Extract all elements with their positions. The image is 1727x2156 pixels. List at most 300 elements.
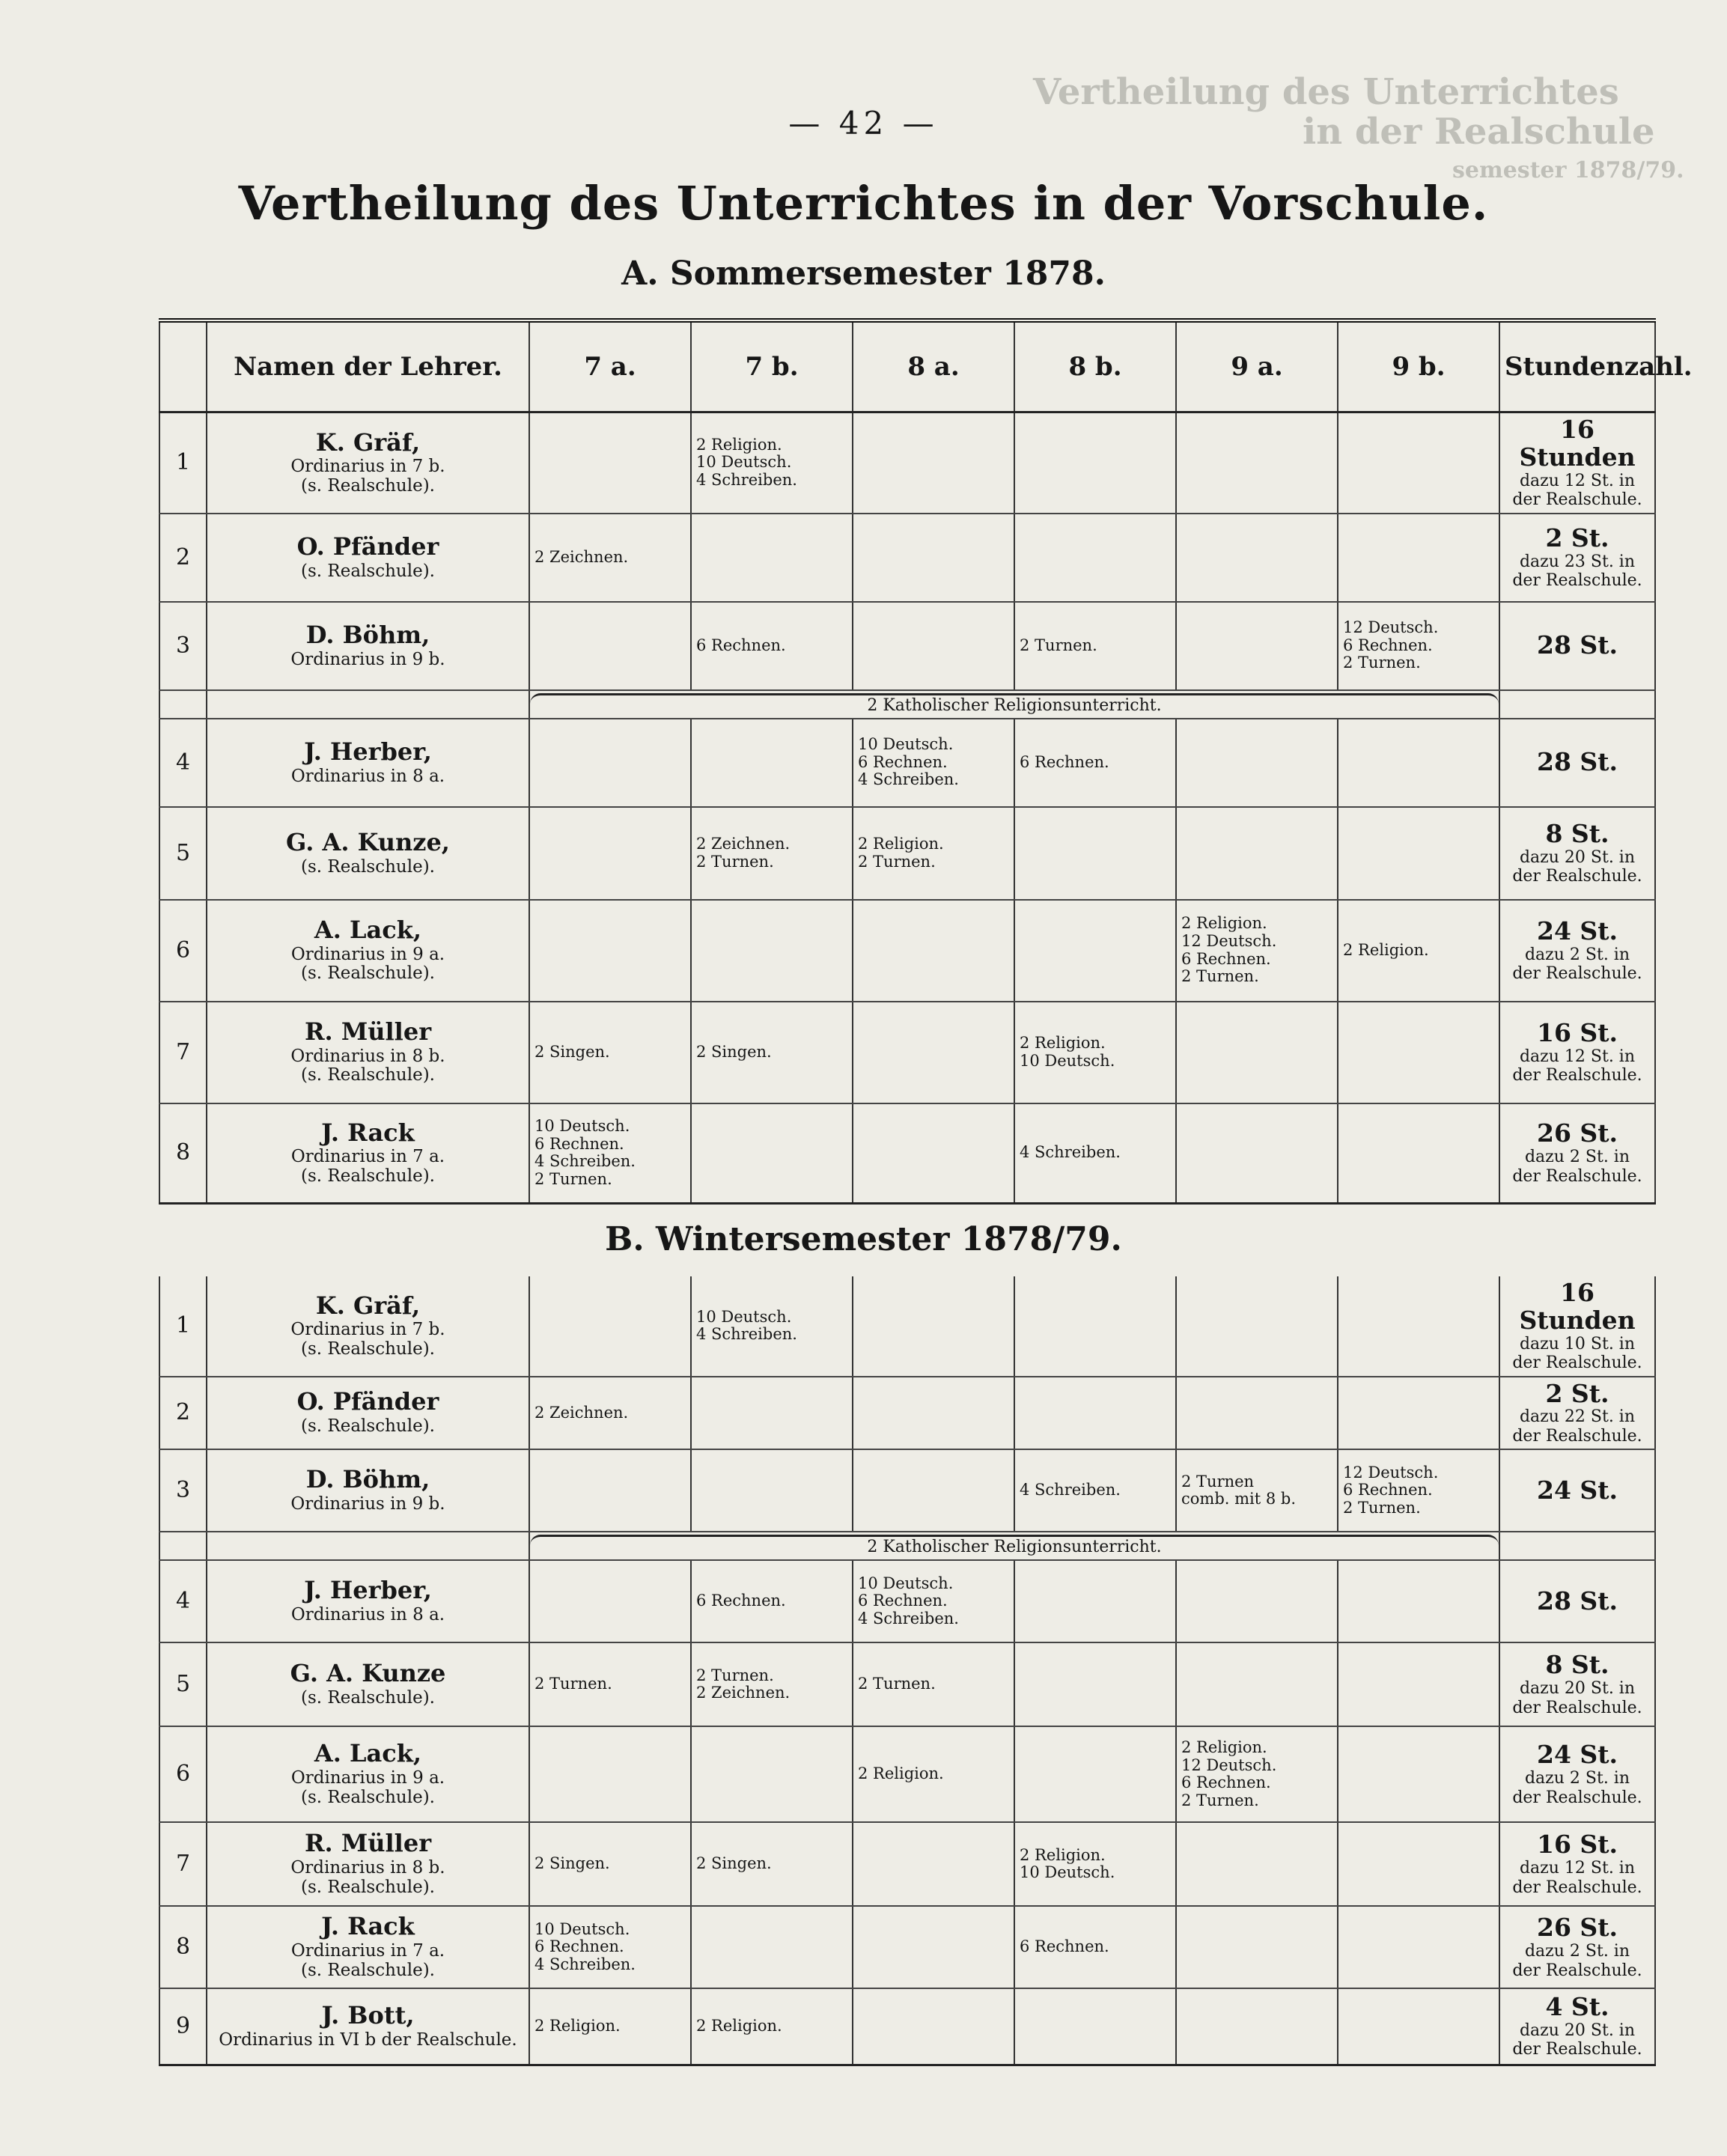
lesson-entry: 4 Schreiben. — [696, 471, 797, 489]
teacher-note: (s. Realschule). — [301, 1688, 435, 1708]
lesson-entry: 2 Religion. — [858, 834, 944, 853]
lesson-entry: 4 Schreiben. — [534, 1152, 636, 1171]
teacher-note: Ordinarius in 8 b. — [290, 1046, 445, 1066]
teacher-cell — [207, 1560, 529, 1642]
row-number: 8 — [159, 1103, 207, 1204]
hours-note: dazu 20 St. in — [1519, 847, 1636, 867]
hours-total-cell — [1499, 1642, 1655, 1726]
lesson-entry: 4 Schreiben. — [1020, 1481, 1121, 1499]
lesson-entry: 2 Turnen. — [534, 1169, 612, 1188]
lesson-cell-9a — [1176, 1449, 1338, 1532]
table-row — [159, 1822, 1655, 1906]
lesson-entry: 10 Deutsch. — [1020, 1863, 1115, 1882]
lesson-cell-7b — [691, 1377, 853, 1450]
row-number: 2 — [159, 1377, 207, 1450]
lesson-cell-9a — [1176, 1822, 1338, 1906]
col-index-header — [159, 320, 207, 412]
lesson-cell-8b — [1014, 602, 1176, 690]
lesson-cell-9a — [1176, 1560, 1338, 1642]
catholic-note-cell — [529, 1532, 1499, 1560]
lesson-cell-8a — [853, 1002, 1014, 1103]
lesson-entry: 6 Rechnen. — [858, 1592, 948, 1610]
lesson-cell-7b — [691, 1002, 853, 1103]
hours-note: der Realschule. — [1512, 2040, 1642, 2059]
bleed-through-right-heading: in der Realschule — [1303, 111, 1655, 153]
teacher-note: (s. Realschule). — [301, 1877, 435, 1897]
lesson-cell-8a — [853, 602, 1014, 690]
hours-total-cell — [1499, 412, 1655, 514]
lesson-cell-9b — [1338, 900, 1499, 1002]
teacher-name: J. Rack — [321, 1118, 415, 1147]
table-row — [159, 1449, 1655, 1532]
col-9b-header: 9 b. — [1338, 320, 1499, 412]
lesson-cell-7b — [691, 514, 853, 602]
hours-note: dazu 20 St. in — [1519, 1679, 1636, 1699]
col-8b-header: 8 b. — [1014, 320, 1176, 412]
col-7a-header: 7 a. — [529, 320, 691, 412]
lesson-cell-8a — [853, 514, 1014, 602]
lesson-cell-7a — [529, 1276, 691, 1377]
hours-note: dazu 2 St. in — [1524, 1769, 1630, 1788]
page-number: — 42 — — [788, 105, 939, 141]
hours-total: 16 St. — [1537, 1830, 1618, 1860]
table-row — [159, 900, 1655, 1002]
lesson-cell-9a — [1176, 1276, 1338, 1377]
note-spacer — [1499, 1532, 1655, 1560]
lesson-entry: 6 Rechnen. — [1181, 1773, 1271, 1792]
hours-total: 8 St. — [1545, 818, 1609, 848]
lesson-cell-8a — [853, 719, 1014, 807]
teacher-cell — [207, 1103, 529, 1204]
lesson-entry: 4 Schreiben. — [1020, 1143, 1121, 1162]
lesson-cell-7a — [529, 900, 691, 1002]
table-row — [159, 1276, 1655, 1377]
summer-semester-title: A. Sommersemester 1878. — [621, 255, 1106, 293]
table-row — [159, 1906, 1655, 1988]
lesson-cell-8a — [853, 1449, 1014, 1532]
lesson-cell-7b — [691, 1642, 853, 1726]
note-spacer — [207, 1532, 529, 1560]
teacher-cell — [207, 1988, 529, 2065]
teacher-name: J. Bott, — [321, 2001, 415, 2029]
lesson-cell-9b — [1338, 1449, 1499, 1532]
hours-total-cell — [1499, 1906, 1655, 1988]
teacher-cell — [207, 719, 529, 807]
teacher-cell — [207, 1642, 529, 1726]
table-row — [159, 1103, 1655, 1204]
teacher-note: Ordinarius in 9 b. — [290, 649, 445, 669]
lesson-cell-8b — [1014, 412, 1176, 514]
hours-total: 24 St. — [1537, 1475, 1618, 1505]
lesson-cell-7b — [691, 1276, 853, 1377]
lesson-cell-7a — [529, 1103, 691, 1204]
catholic-note-row — [159, 690, 1655, 719]
hours-total: 16 Stunden — [1519, 415, 1636, 472]
table-row — [159, 1560, 1655, 1642]
teacher-name: K. Gräf, — [315, 427, 421, 457]
teacher-name: G. A. Kunze — [290, 1659, 446, 1688]
table-row — [159, 412, 1655, 514]
lesson-entry: comb. mit 8 b. — [1181, 1490, 1297, 1508]
lesson-cell-7a — [529, 1002, 691, 1103]
lesson-entry: 12 Deutsch. — [1343, 1463, 1439, 1482]
row-number: 5 — [159, 807, 207, 900]
lesson-entry: 2 Turnen. — [534, 1675, 612, 1693]
hours-note: der Realschule. — [1512, 1353, 1642, 1373]
teacher-cell — [207, 1726, 529, 1822]
hours-note: dazu 12 St. in — [1519, 1047, 1636, 1066]
lesson-cell-9a — [1176, 1103, 1338, 1204]
lesson-entry: 6 Rechnen. — [1181, 949, 1271, 968]
lesson-cell-9b — [1338, 1103, 1499, 1204]
teacher-note: (s. Realschule). — [301, 856, 435, 877]
lesson-cell-9b — [1338, 1276, 1499, 1377]
note-spacer — [207, 690, 529, 719]
lesson-entry: 2 Religion. — [1343, 940, 1429, 959]
table-row — [159, 1726, 1655, 1822]
teacher-note: (s. Realschule). — [301, 963, 435, 984]
lesson-cell-7b — [691, 1103, 853, 1204]
lesson-cell-9a — [1176, 807, 1338, 900]
lesson-cell-9b — [1338, 807, 1499, 900]
table-row — [159, 719, 1655, 807]
col-8a-header: 8 a. — [853, 320, 1014, 412]
lesson-cell-9b — [1338, 1377, 1499, 1450]
hours-total: 28 St. — [1537, 630, 1618, 660]
teacher-cell — [207, 514, 529, 602]
lesson-entry: 6 Rechnen. — [1020, 752, 1109, 771]
lesson-cell-7a — [529, 1560, 691, 1642]
hours-note: dazu 10 St. in — [1519, 1334, 1636, 1353]
lesson-cell-8b — [1014, 1822, 1176, 1906]
teacher-name: R. Müller — [304, 1017, 432, 1046]
row-number: 8 — [159, 1906, 207, 1988]
hours-note: dazu 2 St. in — [1524, 945, 1630, 964]
lesson-entry: 2 Religion. — [1020, 1845, 1106, 1864]
lesson-cell-8a — [853, 1822, 1014, 1906]
row-number: 9 — [159, 1988, 207, 2065]
lesson-cell-8a — [853, 1276, 1014, 1377]
note-spacer — [159, 690, 207, 719]
lesson-cell-8b — [1014, 719, 1176, 807]
lesson-entry: 2 Religion. — [1020, 1033, 1106, 1052]
hours-note: der Realschule. — [1512, 1878, 1642, 1897]
lesson-cell-9a — [1176, 719, 1338, 807]
row-number: 4 — [159, 1560, 207, 1642]
lesson-cell-9b — [1338, 719, 1499, 807]
row-number: 2 — [159, 514, 207, 602]
row-number: 3 — [159, 602, 207, 690]
lesson-cell-9a — [1176, 602, 1338, 690]
catholic-note-row — [159, 1532, 1655, 1560]
lesson-cell-8b — [1014, 1276, 1176, 1377]
row-number: 1 — [159, 1276, 207, 1377]
hours-total: 2 St. — [1545, 1378, 1609, 1408]
hours-total-cell — [1499, 1726, 1655, 1822]
teacher-cell — [207, 412, 529, 514]
lesson-cell-9b — [1338, 1988, 1499, 2065]
lesson-entry: 6 Rechnen. — [858, 752, 948, 771]
row-number: 5 — [159, 1642, 207, 1726]
lesson-entry: 6 Rechnen. — [696, 1592, 786, 1610]
lesson-cell-8a — [853, 1988, 1014, 2065]
lesson-cell-7a — [529, 1726, 691, 1822]
lesson-cell-9b — [1338, 602, 1499, 690]
lesson-cell-8a — [853, 412, 1014, 514]
hours-note: dazu 12 St. in — [1519, 471, 1636, 490]
lesson-cell-7b — [691, 602, 853, 690]
lesson-cell-7a — [529, 514, 691, 602]
hours-total: 24 St. — [1537, 1740, 1618, 1770]
hours-total-cell — [1499, 1002, 1655, 1103]
note-spacer — [1499, 690, 1655, 719]
lesson-entry: 4 Schreiben. — [534, 1955, 636, 1973]
row-number: 6 — [159, 900, 207, 1002]
lesson-cell-7b — [691, 1449, 853, 1532]
lesson-entry: 2 Singen. — [534, 1042, 610, 1061]
table-row — [159, 514, 1655, 602]
teacher-name: J. Herber, — [304, 737, 432, 766]
lesson-cell-9b — [1338, 1822, 1499, 1906]
hours-note: der Realschule. — [1512, 963, 1642, 983]
lesson-entry: 2 Religion. — [1181, 914, 1267, 933]
teacher-note: Ordinarius in 9 b. — [290, 1494, 445, 1514]
lesson-cell-7a — [529, 1822, 691, 1906]
lesson-entry: 2 Turnen. — [1343, 1498, 1421, 1517]
lesson-entry: 10 Deutsch. — [858, 735, 954, 754]
lesson-cell-8b — [1014, 514, 1176, 602]
hours-total: 26 St. — [1537, 1118, 1618, 1148]
lesson-entry: 12 Deutsch. — [1343, 618, 1439, 637]
lesson-cell-7b — [691, 412, 853, 514]
lesson-cell-7a — [529, 1642, 691, 1726]
teacher-note: Ordinarius in 8 a. — [290, 766, 445, 786]
note-spacer — [159, 1532, 207, 1560]
lesson-entry: 6 Rechnen. — [1343, 1481, 1433, 1499]
lesson-entry: 2 Turnen. — [1181, 967, 1259, 986]
lesson-entry: 6 Rechnen. — [696, 636, 786, 654]
table-row — [159, 807, 1655, 900]
summer-header-row — [159, 320, 1655, 412]
hours-note: der Realschule. — [1512, 1166, 1642, 1186]
lesson-entry: 2 Religion. — [534, 2017, 621, 2035]
lesson-cell-8b — [1014, 1377, 1176, 1450]
hours-total-cell — [1499, 719, 1655, 807]
lesson-entry: 2 Turnen. — [858, 852, 936, 871]
hours-total-cell — [1499, 1103, 1655, 1204]
teacher-name: A. Lack, — [314, 1739, 422, 1768]
teacher-note: (s. Realschule). — [301, 561, 435, 581]
lesson-cell-9b — [1338, 1906, 1499, 1988]
lesson-cell-7a — [529, 1988, 691, 2065]
lesson-entry: 2 Religion. — [696, 2017, 782, 2035]
lesson-entry: 4 Schreiben. — [858, 770, 959, 789]
hours-total-cell — [1499, 807, 1655, 900]
hours-note: der Realschule. — [1512, 1788, 1642, 1807]
lesson-cell-8b — [1014, 900, 1176, 1002]
teacher-cell — [207, 900, 529, 1002]
teacher-cell — [207, 1002, 529, 1103]
hours-total: 8 St. — [1545, 1650, 1609, 1680]
teacher-name: O. Pfänder — [296, 1387, 439, 1416]
teacher-name: D. Böhm, — [305, 620, 430, 649]
hours-total-cell — [1499, 1988, 1655, 2065]
teacher-name: A. Lack, — [314, 915, 422, 944]
teacher-note: Ordinarius in 8 a. — [290, 1605, 445, 1625]
teacher-note: (s. Realschule). — [301, 1065, 435, 1085]
teacher-note: Ordinarius in VI b der Realschule. — [219, 2029, 517, 2050]
teacher-cell — [207, 1276, 529, 1377]
teacher-note: (s. Realschule). — [301, 1960, 435, 1980]
lesson-cell-9a — [1176, 1642, 1338, 1726]
lesson-cell-8a — [853, 1906, 1014, 1988]
teacher-cell — [207, 1822, 529, 1906]
page-title: Vertheilung des Unterrichtes in der Vorschule. — [238, 176, 1489, 231]
hours-note: der Realschule. — [1512, 1065, 1642, 1085]
lesson-cell-9a — [1176, 1906, 1338, 1988]
teacher-note: (s. Realschule). — [301, 1166, 435, 1187]
lesson-cell-7a — [529, 412, 691, 514]
catholic-note-cell — [529, 690, 1499, 719]
hours-total-cell — [1499, 602, 1655, 690]
catholic-religion-note: 2 Katholischer Religionsunterricht. — [530, 693, 1499, 716]
lesson-cell-8b — [1014, 807, 1176, 900]
lesson-entry: 2 Turnen. — [858, 1675, 936, 1693]
table-row — [159, 1988, 1655, 2065]
lesson-entry: 10 Deutsch. — [696, 1307, 792, 1326]
hours-note: der Realschule. — [1512, 570, 1642, 590]
lesson-cell-8b — [1014, 1642, 1176, 1726]
teacher-note: Ordinarius in 9 a. — [290, 1768, 445, 1788]
lesson-entry: 6 Rechnen. — [534, 1937, 624, 1956]
winter-schedule-table — [159, 1276, 1656, 2066]
lesson-entry: 6 Rechnen. — [1020, 1937, 1109, 1956]
lesson-cell-7a — [529, 602, 691, 690]
lesson-entry: 2 Singen. — [534, 1854, 610, 1873]
hours-total-cell — [1499, 1449, 1655, 1532]
teacher-note: (s. Realschule). — [301, 1787, 435, 1807]
lesson-cell-7b — [691, 900, 853, 1002]
lesson-entry: 6 Rechnen. — [1343, 636, 1433, 654]
lesson-entry: 2 Turnen. — [1181, 1791, 1259, 1809]
lesson-entry: 2 Religion. — [696, 435, 782, 454]
lesson-cell-8a — [853, 1103, 1014, 1204]
catholic-religion-note: 2 Katholischer Religionsunterricht. — [530, 1535, 1499, 1557]
hours-note: der Realschule. — [1512, 1698, 1642, 1717]
teacher-note: (s. Realschule). — [301, 1339, 435, 1359]
lesson-entry: 10 Deutsch. — [696, 453, 792, 472]
hours-total: 16 Stunden — [1519, 1278, 1636, 1335]
hours-total: 2 St. — [1545, 523, 1609, 552]
col-7b-header: 7 b. — [691, 320, 853, 412]
lesson-entry: 2 Turnen. — [696, 1666, 774, 1684]
teacher-cell — [207, 1906, 529, 1988]
lesson-cell-8a — [853, 1642, 1014, 1726]
teacher-cell — [207, 1449, 529, 1532]
lesson-cell-8b — [1014, 1560, 1176, 1642]
teacher-name: D. Böhm, — [305, 1465, 430, 1494]
teacher-note: Ordinarius in 7 b. — [290, 1320, 445, 1340]
teacher-cell — [207, 602, 529, 690]
lesson-cell-8a — [853, 1377, 1014, 1450]
lesson-cell-9a — [1176, 900, 1338, 1002]
lesson-cell-7a — [529, 719, 691, 807]
hours-total: 4 St. — [1545, 1992, 1609, 2022]
lesson-cell-9a — [1176, 1377, 1338, 1450]
lesson-entry: 12 Deutsch. — [1181, 1755, 1277, 1774]
hours-total: 24 St. — [1537, 916, 1618, 945]
lesson-entry: 2 Religion. — [1181, 1738, 1267, 1757]
lesson-entry: 2 Turnen. — [1020, 636, 1097, 654]
teacher-note: Ordinarius in 7 b. — [290, 457, 445, 477]
lesson-cell-7b — [691, 719, 853, 807]
lesson-cell-8b — [1014, 1002, 1176, 1103]
hours-total-cell — [1499, 1822, 1655, 1906]
hours-total: 28 St. — [1537, 1586, 1618, 1616]
lesson-cell-8a — [853, 1726, 1014, 1822]
table-row — [159, 1642, 1655, 1726]
row-number: 7 — [159, 1822, 207, 1906]
lesson-cell-7b — [691, 1906, 853, 1988]
hours-total-cell — [1499, 1276, 1655, 1377]
lesson-entry: 10 Deutsch. — [534, 1117, 630, 1136]
lesson-cell-9b — [1338, 1002, 1499, 1103]
lesson-cell-9a — [1176, 1002, 1338, 1103]
lesson-cell-7a — [529, 1906, 691, 1988]
hours-note: der Realschule. — [1512, 1426, 1642, 1446]
lesson-cell-9a — [1176, 514, 1338, 602]
hours-note: dazu 2 St. in — [1524, 1148, 1630, 1167]
teacher-note: Ordinarius in 7 a. — [290, 1941, 445, 1961]
lesson-cell-8b — [1014, 1988, 1176, 2065]
hours-total-cell — [1499, 900, 1655, 1002]
teacher-note: Ordinarius in 9 a. — [290, 944, 445, 964]
row-number: 3 — [159, 1449, 207, 1532]
lesson-cell-8b — [1014, 1449, 1176, 1532]
lesson-entry: 2 Singen. — [696, 1854, 772, 1873]
lesson-cell-8b — [1014, 1726, 1176, 1822]
winter-semester-title: B. Wintersemester 1878/79. — [605, 1220, 1122, 1258]
summer-schedule-table — [159, 318, 1693, 1205]
lesson-entry: 10 Deutsch. — [1020, 1051, 1115, 1070]
row-number: 1 — [159, 412, 207, 514]
lesson-entry: 4 Schreiben. — [858, 1609, 959, 1627]
lesson-cell-7b — [691, 1726, 853, 1822]
lesson-cell-7b — [691, 1988, 853, 2065]
lesson-cell-8b — [1014, 1906, 1176, 1988]
teacher-name: J. Rack — [321, 1912, 415, 1941]
lesson-entry: 2 Turnen. — [1343, 654, 1421, 672]
lesson-cell-7b — [691, 1822, 853, 1906]
col-total-header: Stundenzahl. — [1499, 320, 1655, 412]
lesson-entry: 2 Religion. — [858, 1764, 944, 1783]
row-number: 4 — [159, 719, 207, 807]
lesson-cell-8a — [853, 807, 1014, 900]
lesson-cell-8a — [853, 1560, 1014, 1642]
lesson-entry: 4 Schreiben. — [696, 1325, 797, 1344]
lesson-entry: 10 Deutsch. — [534, 1919, 630, 1938]
lesson-cell-9b — [1338, 1560, 1499, 1642]
teacher-name: K. Gräf, — [315, 1291, 421, 1320]
teacher-cell — [207, 807, 529, 900]
lesson-cell-8b — [1014, 1103, 1176, 1204]
teacher-note: Ordinarius in 7 a. — [290, 1147, 445, 1167]
hours-note: dazu 20 St. in — [1519, 2021, 1636, 2040]
col-teacher-header: Namen der Lehrer. — [207, 320, 529, 412]
lesson-entry: 2 Singen. — [696, 1042, 772, 1061]
lesson-cell-9a — [1176, 1726, 1338, 1822]
lesson-entry: 10 Deutsch. — [858, 1574, 954, 1592]
